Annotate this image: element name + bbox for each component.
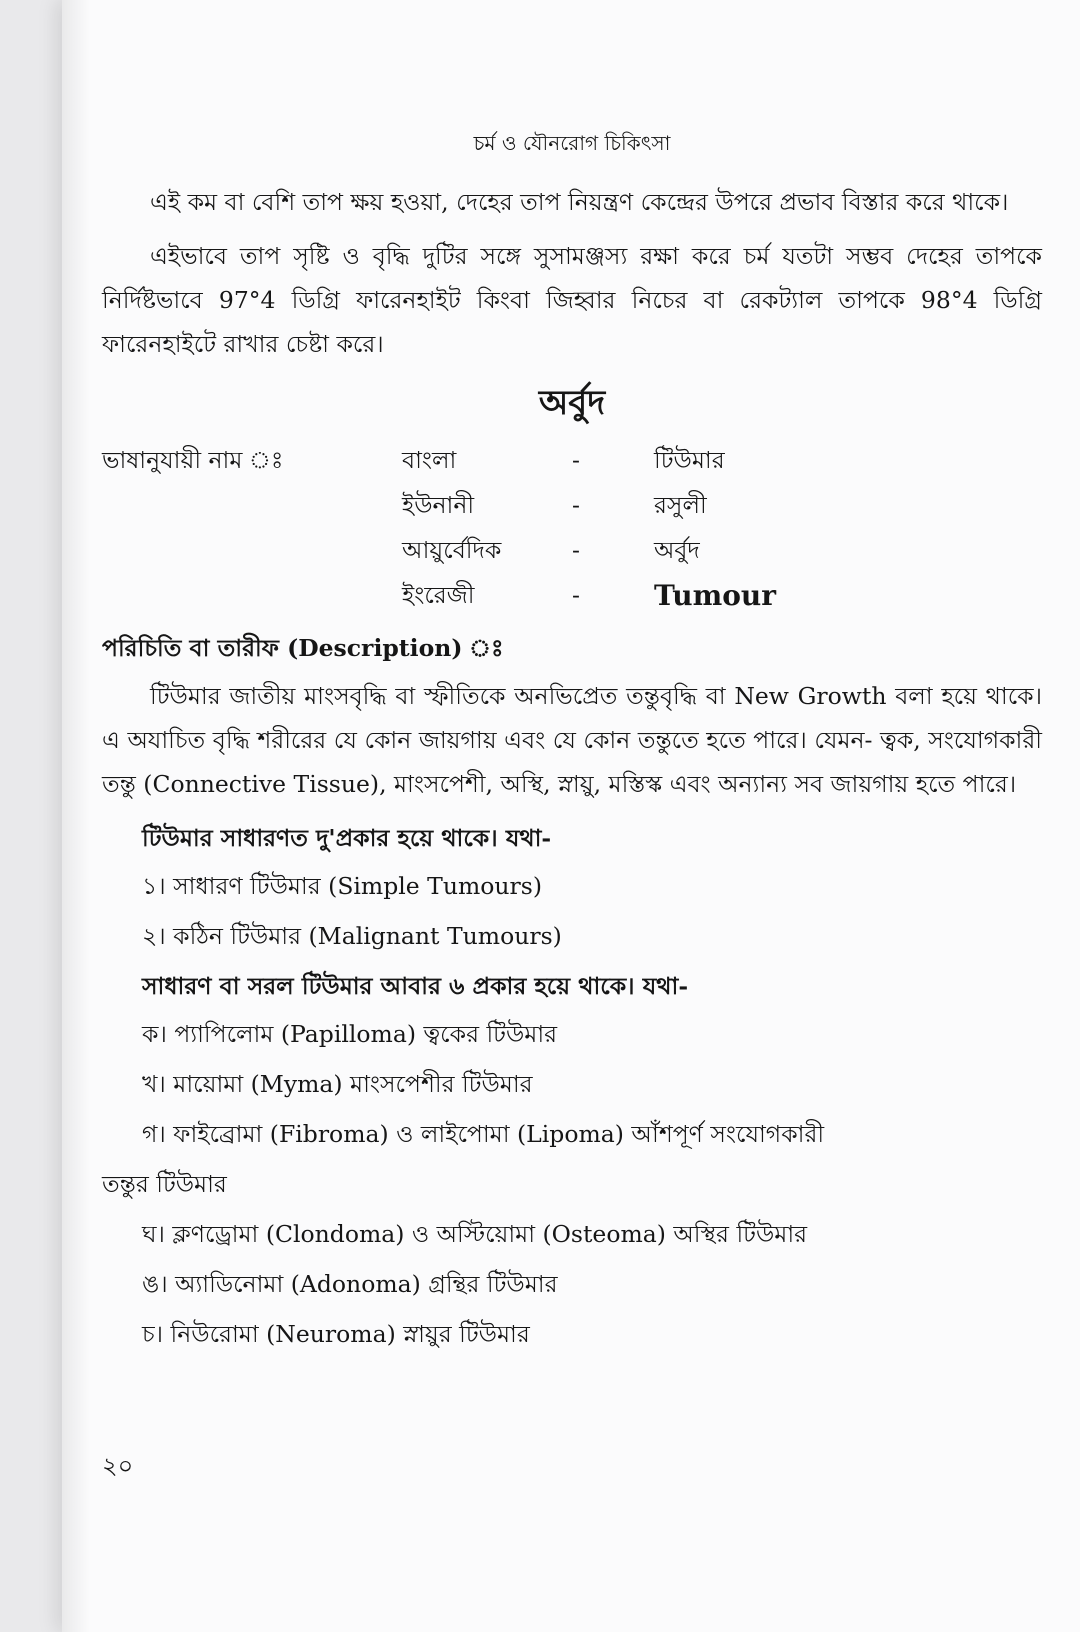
section-title: অর্বুদ (538, 383, 606, 423)
name-row (102, 573, 1042, 618)
name-term: টিউমার (654, 446, 725, 474)
names-table (102, 438, 1042, 618)
name-row (102, 528, 1042, 573)
name-term: অর্বুদ (654, 536, 700, 564)
list-item: ১। সাধারণ টিউমার (Simple Tumours) (142, 872, 542, 900)
list-item: গ। ফাইব্রোমা (Fibroma) ও লাইপোমা (Lipoma) আঁশপূর্ণ সংযোগকারী (142, 1120, 825, 1148)
simple-types-intro: সাধারণ বা সরল টিউমার আবার ৬ প্রকার হয়ে থাকে। যথা- (142, 972, 689, 1000)
description-paragraph: টিউমার জাতীয় মাংসবৃদ্ধি বা স্ফীতিকে অনভিপ্রেত তন্তুবৃদ্ধি বা New Growth বলা হয়ে থাকে। এ অযাচিত বৃদ্ধি শরীরের যে কোন জায়গায় এবং যে কোন তন্তুতে হতে পারে। যেমন- ত্বক, সংযোগকারী তন্তু (Connective Tissue), মাংসপেশী, অস্থি, স্নায়ু, মস্তিস্ক এবং অন্যান্য সব জায়গায় হতে পারে। (102, 682, 1042, 798)
names-lead: ভাষানুযায়ী নাম ঃ (102, 446, 284, 474)
name-language: বাংলা (402, 446, 457, 474)
running-head: চর্ম ও যৌনরোগ চিকিৎসা (473, 131, 671, 155)
description-heading: পরিচিতি বা তারীফ (Description) ঃ (102, 634, 504, 662)
name-language: ইংরেজী (402, 581, 475, 609)
page-content (102, 128, 1042, 1362)
page-number: ২০ (102, 1452, 134, 1480)
list-item: খ। মায়োমা (Myma) মাংসপেশীর টিউমার (142, 1070, 533, 1098)
types-intro: টিউমার সাধারণত দু'প্রকার হয়ে থাকে। যথা- (142, 824, 552, 852)
paragraph-heat-loss: এই কম বা বেশি তাপ ক্ষয় হওয়া, দেহের তাপ নিয়ন্ত্রণ কেন্দ্রের উপরে প্রভাব বিস্তার করে থাকে। (150, 188, 1009, 216)
name-term: রসুলী (654, 491, 707, 519)
list-item: চ। নিউরোমা (Neuroma) স্নায়ুর টিউমার (142, 1320, 530, 1348)
list-item: ক। প্যাপিলোম (Papilloma) ত্বকের টিউমার (142, 1020, 558, 1048)
name-term-english: Tumour (654, 579, 777, 612)
name-dash: - (572, 446, 580, 474)
paragraph-body-temperature: এইভাবে তাপ সৃষ্টি ও বৃদ্ধি দুটির সঙ্গে সুসামঞ্জস্য রক্ষা করে চর্ম যতটা সম্ভব দেহের তাপকে নির্দিষ্টভাবে 97°4 ডিগ্রি ফারেনহাইট কিংবা জিহ্বার নিচের বা রেকট্যাল তাপকে 98°4 ডিগ্রি ফারেনহাইটে রাখার চেষ্টা করে। (102, 242, 1042, 358)
name-row (102, 438, 1042, 483)
name-language: আয়ুর্বেদিক (402, 536, 502, 564)
name-dash: - (572, 491, 580, 519)
list-item: ২। কঠিন টিউমার (Malignant Tumours) (142, 922, 562, 950)
list-item: ঙ। অ্যাডিনোমা (Adonoma) গ্রন্থির টিউমার (142, 1270, 558, 1298)
list-item-continuation: তন্তুর টিউমার (102, 1170, 227, 1198)
name-language: ইউনানী (402, 491, 475, 519)
name-dash: - (572, 536, 580, 564)
name-dash: - (572, 581, 580, 609)
name-row (102, 483, 1042, 528)
list-item: ঘ। ক্লণড্রোমা (Clondoma) ও অস্টিয়োমা (Osteoma) অস্থির টিউমার (142, 1220, 808, 1248)
book-page (62, 0, 1080, 1632)
